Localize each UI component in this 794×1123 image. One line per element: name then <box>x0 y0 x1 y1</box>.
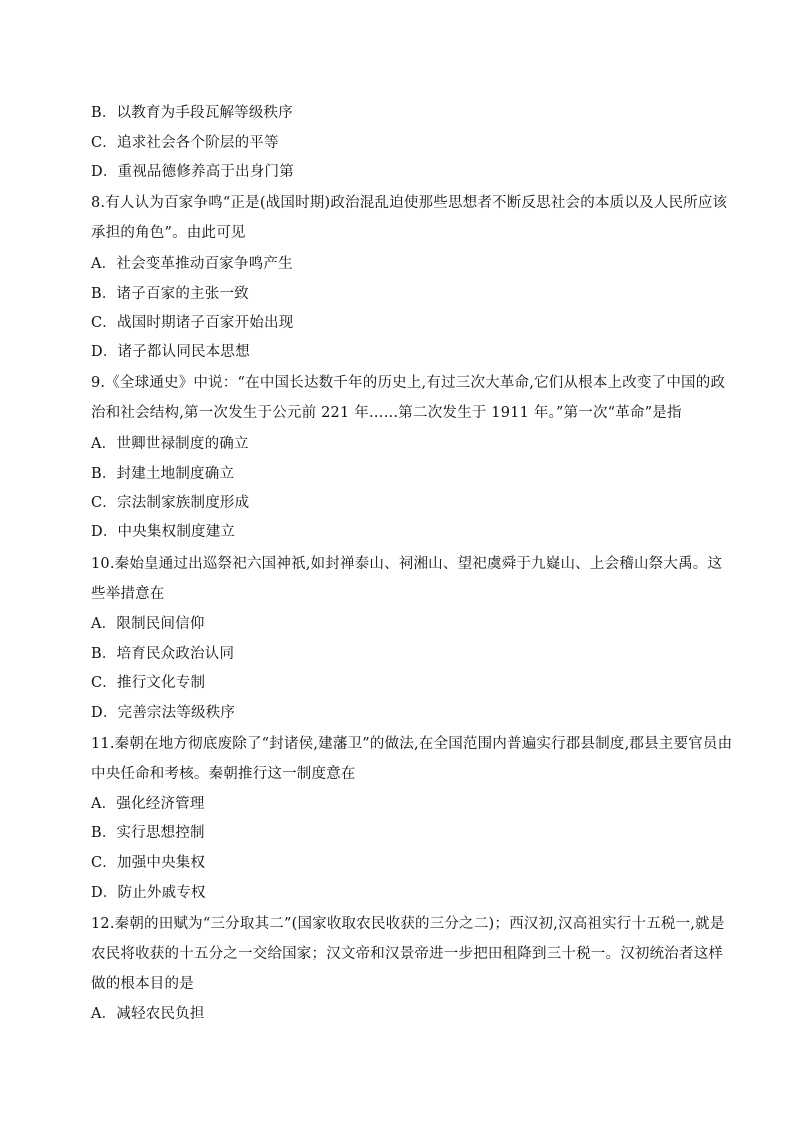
q9-stem-line-1: 9.《全球通史》中说：“在中国长达数千年的历史上,有过三次大革命,它们从根本上改变了中国的政 <box>91 375 726 391</box>
q11-option-a: A．强化经济管理 <box>91 796 205 812</box>
q12-stem-line-2: 农民将收获的十五分之一交给国家；汉文帝和汉景帝进一步把田租降到三十税一。汉初统治者这样 <box>91 946 724 962</box>
q11-stem-line-1: 11.秦朝在地方彻底废除了“封诸侯,建藩卫”的做法,在全国范围内普遍实行郡县制度,郡县主要官员由 <box>91 736 733 752</box>
q11-option-d: D．防止外戚专权 <box>91 885 206 901</box>
q8-stem-line-2: 承担的角色”。由此可见 <box>91 225 246 241</box>
q12-stem-line-3: 做的根本目的是 <box>91 976 194 992</box>
q9-option-b: B．封建土地制度确立 <box>91 466 235 482</box>
q7-option-b: B．以教育为手段瓦解等级秩序 <box>91 105 293 121</box>
q11-option-b: B．实行思想控制 <box>91 825 205 841</box>
q7-option-c: C．追求社会各个阶层的平等 <box>91 135 279 151</box>
q8-option-a: A．社会变革推动百家争鸣产生 <box>91 256 293 272</box>
q8-option-d: D．诸子都认同民本思想 <box>91 344 250 360</box>
q11-stem-line-2: 中央任命和考核。秦朝推行这一制度意在 <box>91 766 356 782</box>
q10-option-b: B．培育民众政治认同 <box>91 646 235 662</box>
q9-option-c: C．宗法制家族制度形成 <box>91 495 250 511</box>
q8-option-c: C．战国时期诸子百家开始出现 <box>91 315 294 331</box>
q10-option-d: D．完善宗法等级秩序 <box>91 705 236 721</box>
q12-stem-line-1: 12.秦朝的田赋为“三分取其二”(国家收取农民收获的三分之二)；西汉初,汉高祖实行十五税一,就是 <box>91 916 725 932</box>
q7-option-d: D．重视品德修养高于出身门第 <box>91 164 294 180</box>
q10-option-c: C．推行文化专制 <box>91 675 206 691</box>
q9-stem-line-2: 治和社会结构,第一次发生于公元前 221 年……第二次发生于 1911 年。”第一次“革命”是指 <box>91 405 682 421</box>
q8-option-b: B．诸子百家的主张一致 <box>91 286 249 302</box>
q10-stem-line-1: 10.秦始皇通过出巡祭祀六国神祇,如封禅泰山、祠湘山、望祀虞舜于九嶷山、上会稽山祭大禹。这 <box>91 556 723 572</box>
q11-option-c: C．加强中央集权 <box>91 855 206 871</box>
q9-option-d: D．中央集权制度建立 <box>91 524 236 540</box>
q10-stem-line-2: 些举措意在 <box>91 586 165 602</box>
q12-option-a: A．减轻农民负担 <box>91 1006 205 1022</box>
q8-stem-line-1: 8.有人认为百家争鸣“正是(战国时期)政治混乱迫使那些思想者不断反思社会的本质以及人民所应该 <box>91 195 728 211</box>
q9-option-a: A．世卿世禄制度的确立 <box>91 436 249 452</box>
q10-option-a: A．限制民间信仰 <box>91 616 205 632</box>
